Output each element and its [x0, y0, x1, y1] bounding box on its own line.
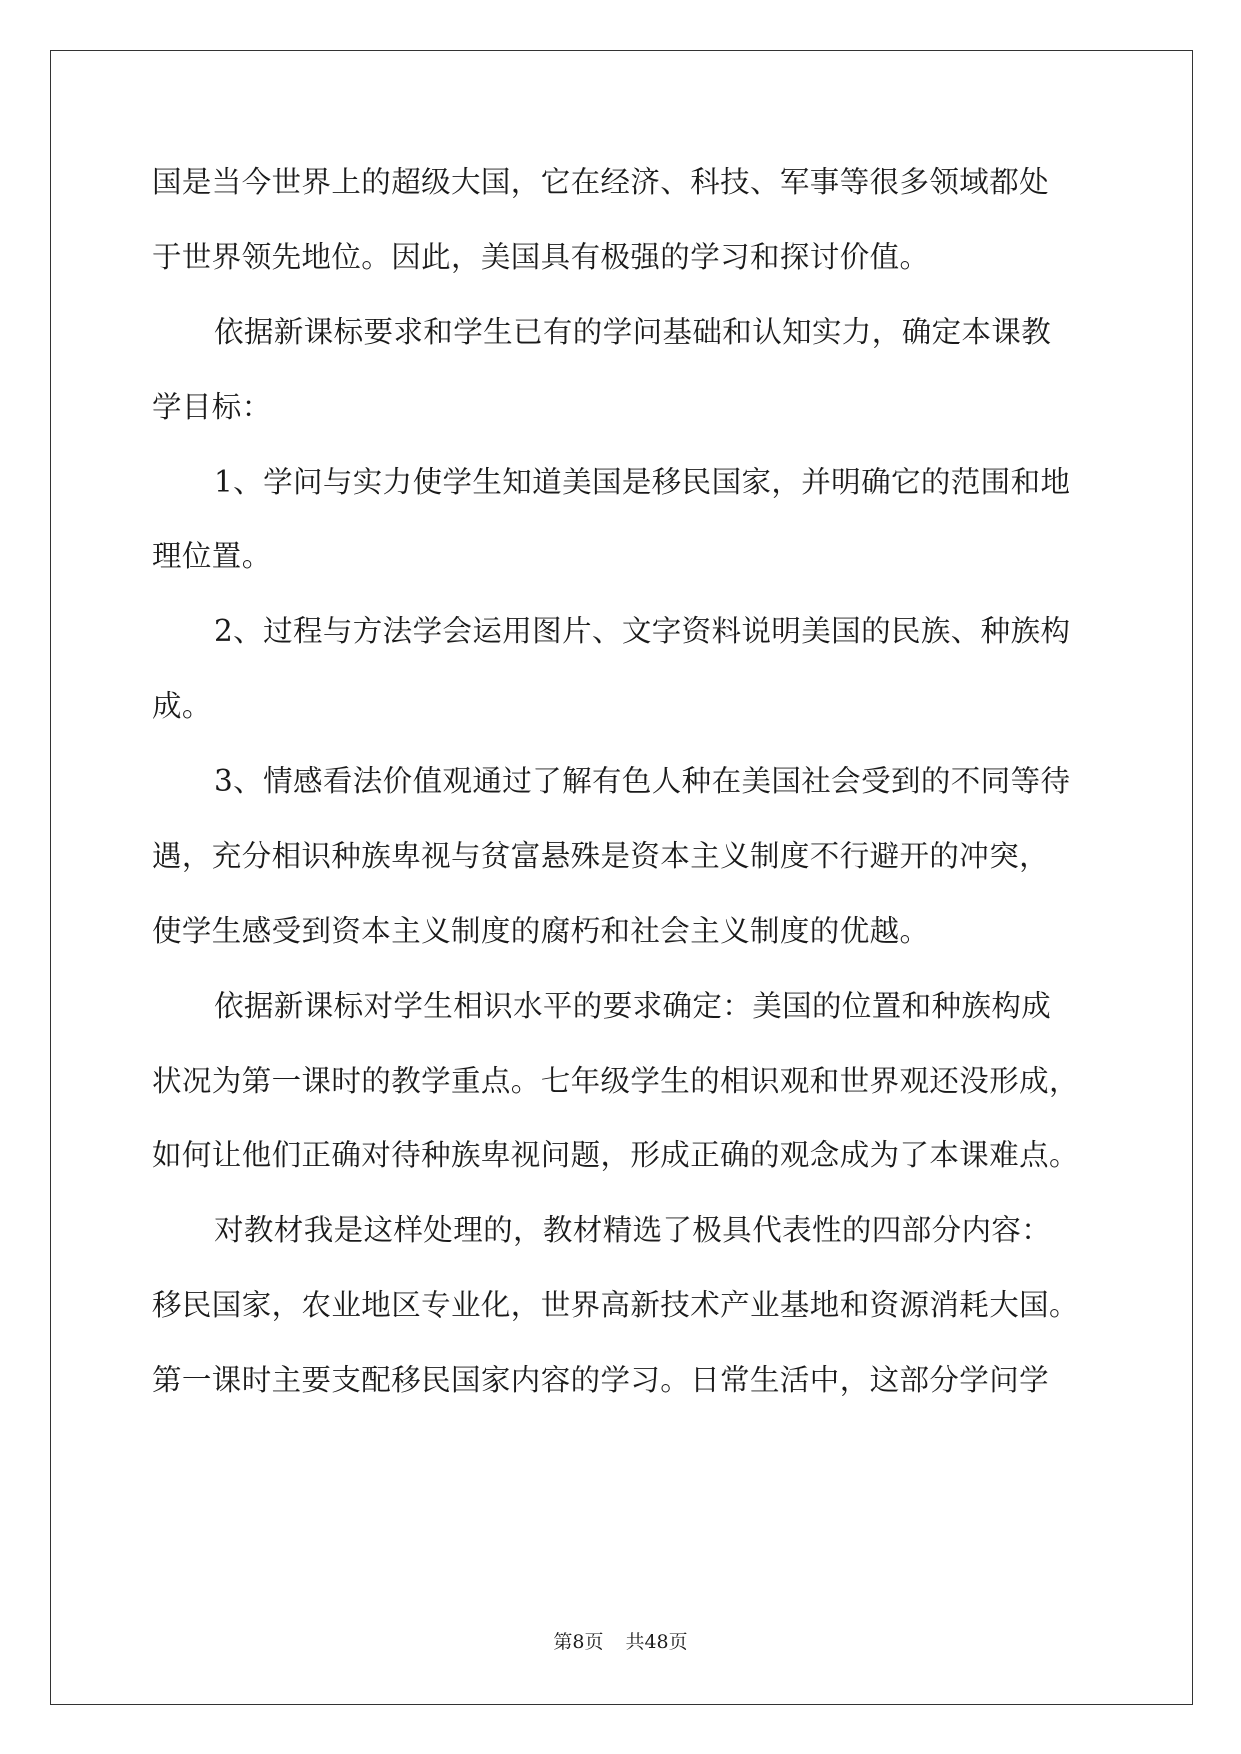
text-line: 移民国家，农业地区专业化，世界高新技术产业基地和资源消耗大国。 — [152, 1288, 1079, 1322]
page-footer — [0, 1630, 1241, 1654]
text-line: 2、过程与方法学会运用图片、文字资料说明美国的民族、种族构 — [214, 614, 1071, 648]
text-line: 成。 — [152, 689, 212, 723]
text-line: 1、学问与实力使学生知道美国是移民国家，并明确它的范围和地 — [214, 465, 1071, 499]
text-line: 如何让他们正确对待种族卑视问题，形成正确的观念成为了本课难点。 — [152, 1138, 1079, 1172]
text-line: 状况为第一课时的教学重点。七年级学生的相识观和世界观还没形成， — [152, 1064, 1079, 1098]
text-line: 依据新课标要求和学生已有的学问基础和认知实力，确定本课教 — [214, 315, 1052, 349]
text-line: 国是当今世界上的超级大国，它在经济、科技、军事等很多领域都处 — [152, 165, 1050, 199]
text-line: 3、情感看法价值观通过了解有色人种在美国社会受到的不同等待 — [214, 764, 1071, 798]
page-border — [50, 50, 1193, 1705]
text-line: 使学生感受到资本主义制度的腐朽和社会主义制度的优越。 — [152, 914, 930, 948]
text-line: 理位置。 — [152, 539, 272, 573]
text-line: 于世界领先地位。因此，美国具有极强的学习和探讨价值。 — [152, 240, 930, 274]
page-total: 共48页 — [625, 1631, 688, 1653]
text-line: 学目标： — [152, 390, 272, 424]
text-line: 遇，充分相识种族卑视与贫富悬殊是资本主义制度不行避开的冲突， — [152, 839, 1050, 873]
text-line: 对教材我是这样处理的，教材精选了极具代表性的四部分内容： — [214, 1213, 1052, 1247]
text-line: 第一课时主要支配移民国家内容的学习。日常生活中，这部分学问学 — [152, 1363, 1050, 1397]
page-number: 第8页 — [553, 1631, 604, 1653]
text-line: 依据新课标对学生相识水平的要求确定：美国的位置和种族构成 — [214, 989, 1052, 1023]
